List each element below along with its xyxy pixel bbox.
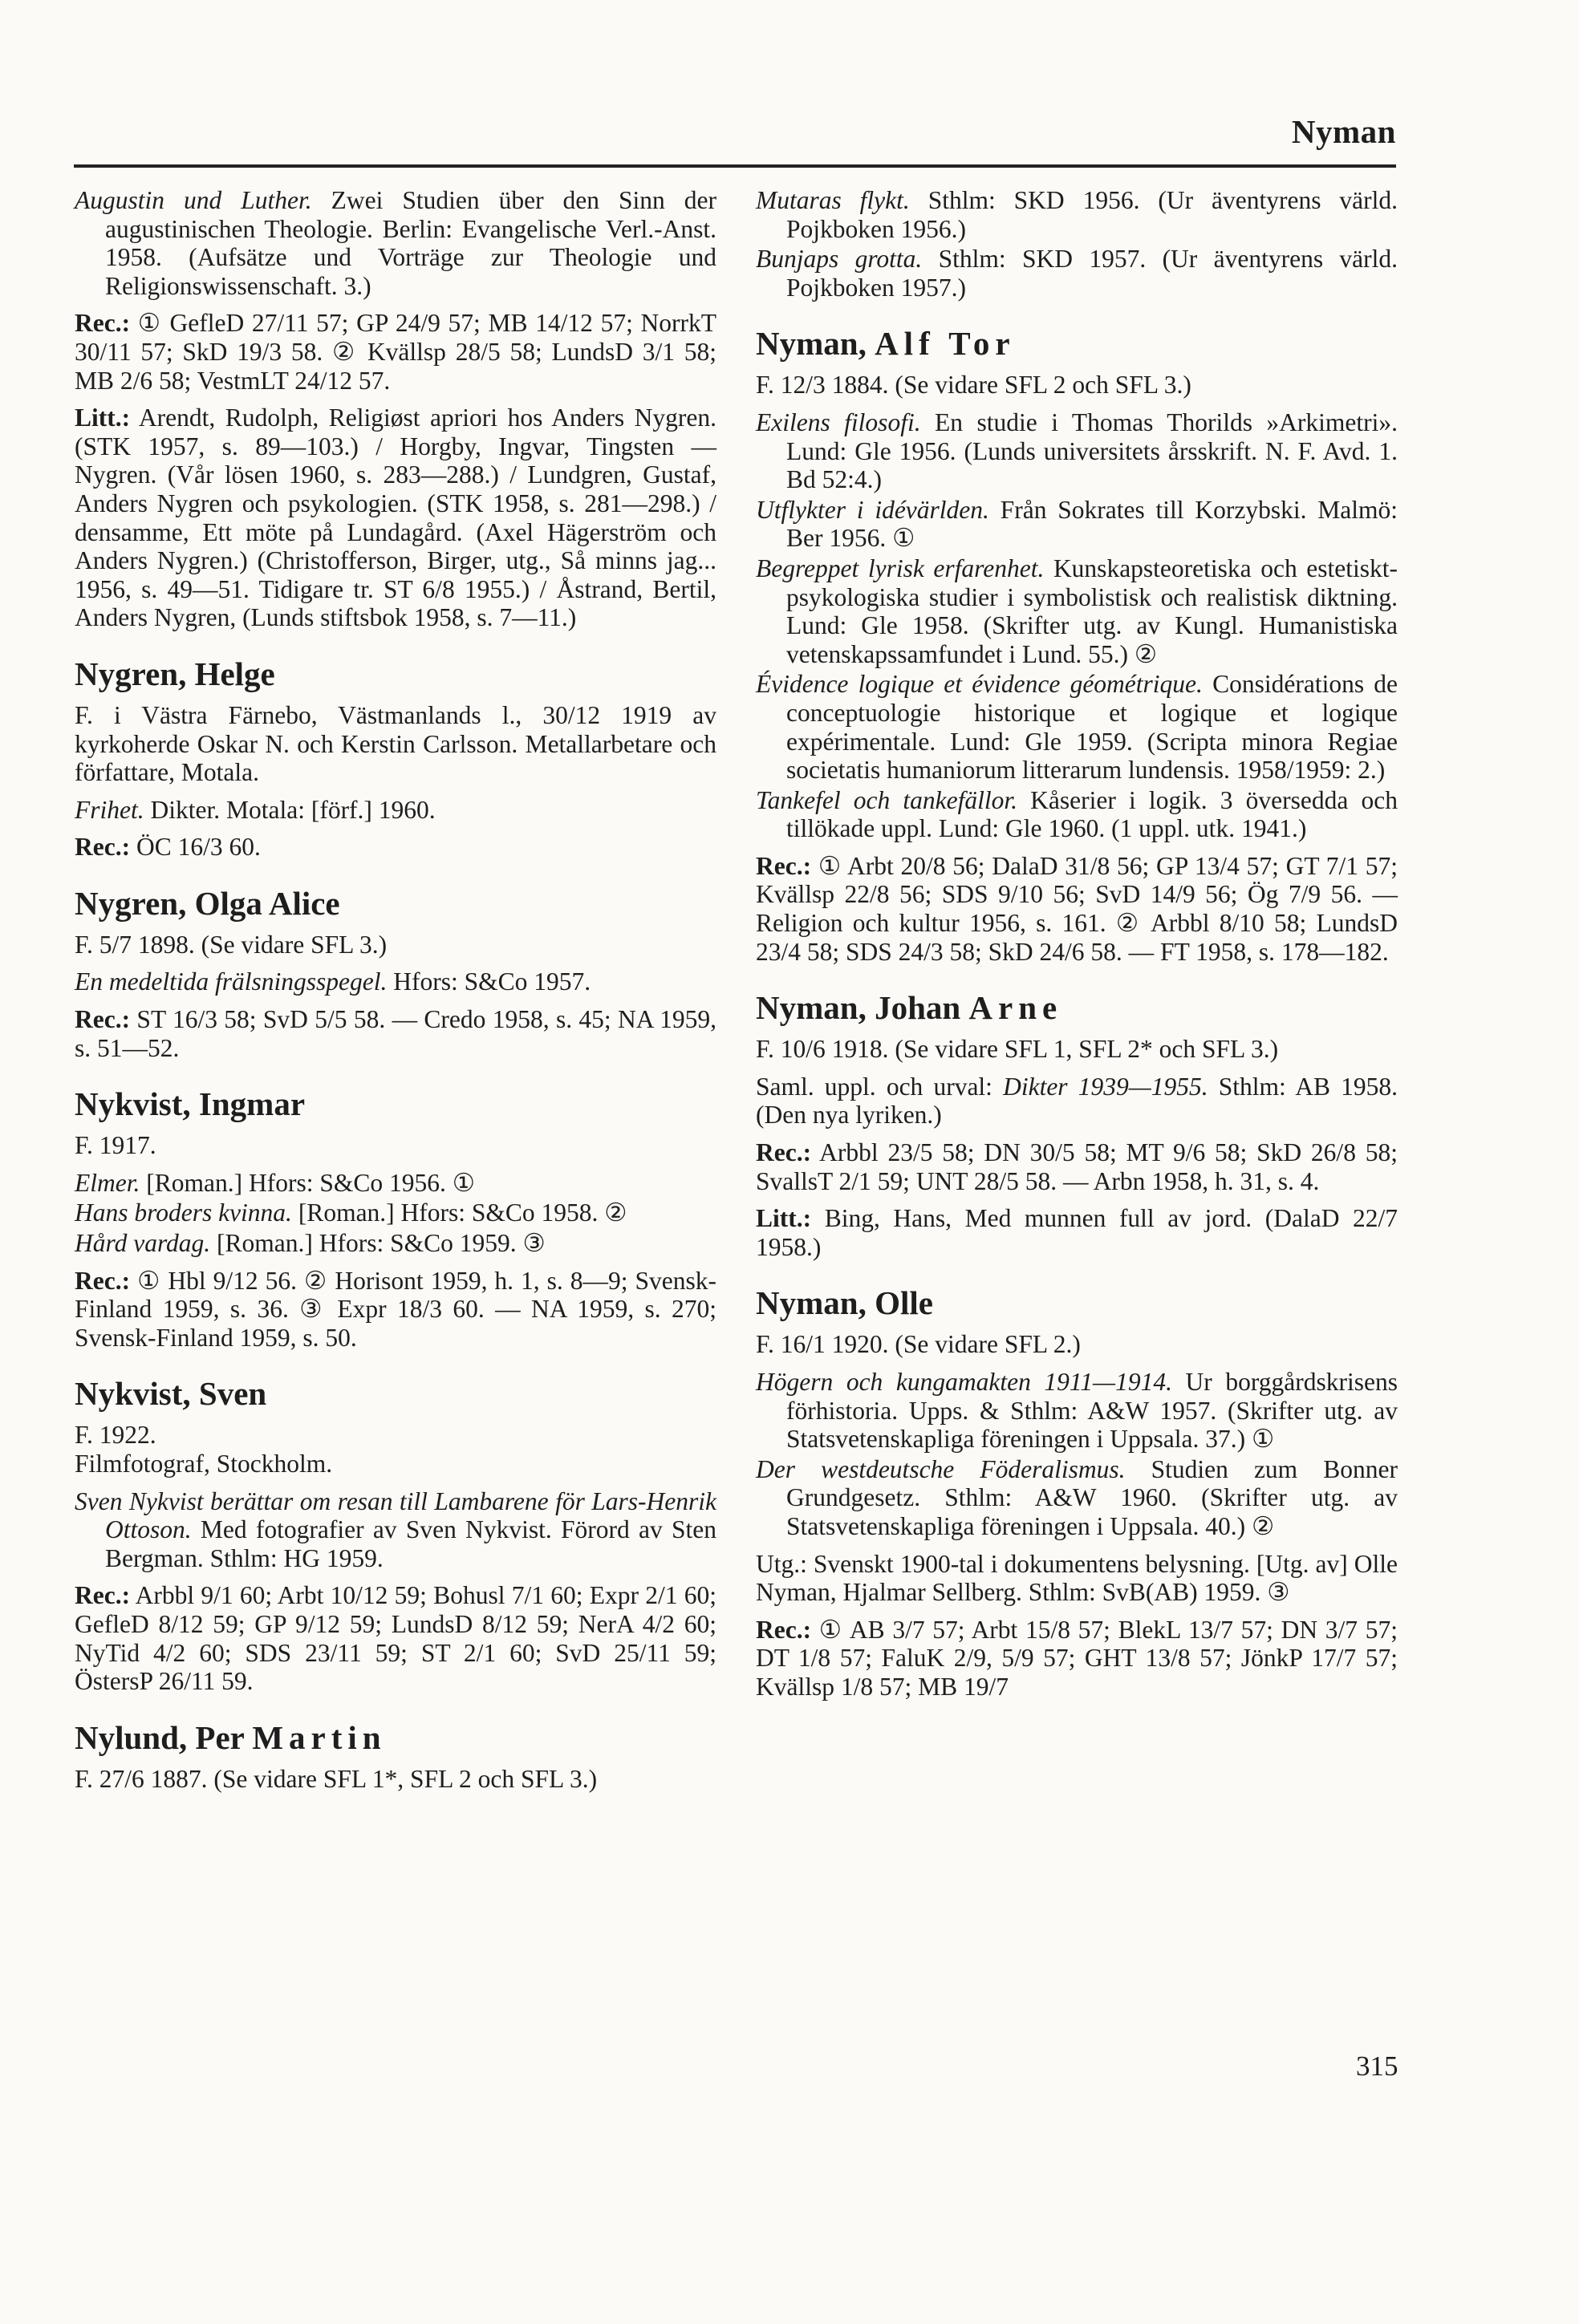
work-title: Évidence logique et évidence géométrique.: [756, 670, 1203, 699]
work-title: Hård vardag.: [75, 1229, 211, 1258]
work-title: Utflykter i idévärlden.: [756, 495, 989, 524]
litt-label: Litt.:: [75, 404, 131, 432]
work-entry: [756, 408, 1398, 494]
entry-bio: F. 10/6 1918. (Se vidare SFL 1, SFL 2* och SFL 3.): [756, 1035, 1279, 1064]
work-details: Sthlm: SKD 1957. (Ur äventyrens värld. Pojkboken 1957.): [786, 245, 1398, 302]
work-title: Mutaras flykt.: [756, 186, 910, 214]
entry-nygren-olga-alice: [75, 884, 716, 1062]
work-title: Begreppet lyrisk erfarenhet.: [756, 554, 1045, 582]
work-details: Med fotografier av Sven Nykvist. Förord av Sten Bergman. Sthlm: HG 1959.: [105, 1515, 717, 1572]
entry-nylund-per-martin: [75, 1718, 716, 1794]
work-details: Zwei Studien über den Sinn der augustinischen Theologie. Berlin: Evangelische Verl.-Anst. 1958. (Aufsätze und Vorträge zur Theologie und Religionswissenschaft. 3.): [105, 186, 717, 300]
work-entry: [75, 1199, 716, 1227]
work-details: Hfors: S&Co 1957.: [393, 967, 591, 996]
right-column: [756, 186, 1398, 1710]
heading-given-name: Arne: [968, 989, 1063, 1027]
work-title: Bunjaps grotta.: [756, 245, 923, 274]
entry-nykvist-sven: [75, 1374, 716, 1695]
entry-heading: Nygren, Olga Alice: [75, 884, 340, 922]
rec-text: ① Arbt 20/8 56; DalaD 31/8 56; GP 13/4 57; GT 7/1 57; Kvällsp 22/8 56; SDS 9/10 56; SvD 14/9 56; Ög 7/9 56. — Religion och kultur 1956, s. 161. ② Arbbl 8/10 58; LundsD 23/4 58; SDS 24/3 58; SkD 24/6 58. — FT 1958, s. 178—182.: [756, 851, 1398, 966]
rec-text: Arbbl 23/5 58; DN 30/5 58; MT 9/6 58; SkD 26/8 58; SvallsT 2/1 59; UNT 28/5 58. — Arbn 1958, h. 31, s. 4.: [756, 1138, 1398, 1195]
entry-bio: F. 1922.: [75, 1421, 156, 1450]
entry-occupation: Filmfotograf, Stockholm.: [75, 1450, 333, 1478]
entry-heading: Nygren, Helge: [75, 655, 275, 692]
rec-text: ① Hbl 9/12 56. ② Horisont 1959, h. 1, s. 8—9; Svensk-Finland 1959, s. 36. ③ Expr 18/3 60. — NA 1959, s. 270; Svensk-Finland 1959, s. 50.: [75, 1266, 717, 1352]
rec-label: Rec.:: [75, 1581, 131, 1610]
entry-bio: F. 1917.: [75, 1131, 156, 1160]
rec-text: ÖC 16/3 60.: [136, 833, 261, 862]
rec-label: Rec.:: [756, 1615, 812, 1644]
work-details: [Roman.] Hfors: S&Co 1958. ②: [298, 1199, 627, 1227]
review-list: [75, 833, 716, 862]
work-entry: [756, 670, 1398, 784]
entry-continued-nygren-anders: [75, 186, 716, 632]
literature-list: [756, 1204, 1398, 1261]
work-title: Hans broders kvinna.: [75, 1199, 292, 1227]
edited-works: Utg.: Svenskt 1900-tal i dokumentens belysning. [Utg. av] Olle Nyman, Hjalmar Sellberg. Sthlm: SvB(AB) 1959. ③: [756, 1549, 1398, 1607]
work-details: Ur borggårdskrisens förhistoria. Upps. & Sthlm: A&W 1957. (Skrifter utg. av Statsvetenskapliga föreningen i Uppsala. 37.) ①: [786, 1368, 1398, 1454]
entry-heading: Nykvist, Ingmar: [75, 1085, 306, 1123]
entry-nykvist-ingmar: [75, 1085, 716, 1352]
work-title: Exilens filosofi.: [756, 408, 921, 436]
review-list: [75, 309, 716, 395]
work-details: Considérations de conceptuologie historique et logique et logique expérimentale. Lund: Gle 1959. (Scripta minora Regiae societatis humaniorum litterarum lundensis. 1958/1959: 2.): [786, 670, 1398, 785]
rec-label: Rec.:: [75, 833, 131, 862]
entry-bio: F. 12/3 1884. (Se vidare SFL 2 och SFL 3.): [756, 371, 1191, 400]
work-title: En medeltida frälsningsspegel.: [75, 967, 388, 996]
work-entry: [756, 496, 1398, 553]
entry-nygren-helge: [75, 655, 716, 862]
work-details: Kåserier i logik. 3 översedda och tillökade uppl. Lund: Gle 1960. (1 uppl. utk. 1941.): [786, 785, 1398, 843]
work-entry: [756, 1368, 1398, 1454]
work-details: Dikter. Motala: [förf.] 1960.: [150, 795, 436, 824]
work-details: En studie i Thomas Thorilds »Arkimetri». Lund: Gle 1956. (Lunds universitets årsskrift. N. F. Avd. 1. Bd 52:4.): [786, 408, 1398, 494]
work-title: Der westdeutsche Föderalismus.: [756, 1454, 1126, 1483]
review-list: [756, 1616, 1398, 1701]
entry-heading: [75, 1718, 716, 1757]
entry-bio: F. 16/1 1920. (Se vidare SFL 2.): [756, 1330, 1081, 1359]
work-details: Studien zum Bonner Grundgesetz. Sthlm: A&W 1960. (Skrifter utg. av Statsvetenskapliga föreningen i Uppsala. 40.) ②: [786, 1454, 1398, 1540]
work-entry: [75, 1229, 716, 1258]
work-details: [Roman.] Hfors: S&Co 1956. ①: [146, 1168, 475, 1197]
work-details: Sthlm: SKD 1956. (Ur äventyrens värld. Pojkboken 1956.): [786, 186, 1398, 243]
work-entry: [756, 1455, 1398, 1541]
litt-label: Litt.:: [756, 1204, 812, 1233]
work-entry: [75, 1487, 716, 1573]
saml-prefix: Saml. uppl. och urval:: [756, 1072, 992, 1101]
collected-editions: [756, 1073, 1398, 1130]
entry-bio: F. 5/7 1898. (Se vidare SFL 3.): [75, 930, 388, 959]
work-title: Dikter 1939—1955.: [1003, 1072, 1208, 1101]
heading-given-name: Alf Tor: [875, 325, 1016, 363]
rec-label: Rec.:: [756, 851, 812, 880]
work-entry: [756, 554, 1398, 668]
entry-continued-nylund: [756, 186, 1398, 302]
review-list: [75, 1581, 716, 1695]
rec-label: Rec.:: [75, 1005, 131, 1034]
entry-bio: F. 27/6 1887. (Se vidare SFL 1*, SFL 2 och SFL 3.): [75, 1764, 598, 1793]
work-title: Högern och kungamakten 1911—1914.: [756, 1368, 1172, 1396]
work-entry: [75, 796, 716, 825]
left-column: [75, 186, 716, 1802]
entry-bio: F. i Västra Färnebo, Västmanlands l., 30/12 1919 av kyrkoherde Oskar N. och Kerstin Carlsson. Metallarbetare och författare, Motala.: [75, 700, 716, 787]
work-details: Från Sokrates till Korzybski. Malmö: Ber 1956. ①: [786, 495, 1398, 553]
entry-nyman-olle: [756, 1284, 1398, 1701]
work-entry: [75, 967, 716, 996]
page-number: 315: [1356, 2050, 1398, 2082]
entry-heading: Nykvist, Sven: [75, 1375, 267, 1413]
work-entry: [756, 786, 1398, 843]
entry-nyman-alf-tor: [756, 324, 1398, 966]
entry-heading: Nyman, Olle: [756, 1284, 933, 1322]
work-title: Sven Nykvist berättar om resan till Lambarene för Lars-Henrik Ottoson.: [75, 1486, 716, 1544]
work-details: Sthlm: AB 1958. (Den nya lyriken.): [756, 1072, 1398, 1130]
review-list: [75, 1005, 716, 1062]
review-list: [75, 1267, 716, 1353]
work-title: Tankefel och tankefällor.: [756, 785, 1017, 814]
entry-nyman-johan-arne: [756, 988, 1398, 1261]
heading-given-name: Martin: [252, 1718, 387, 1756]
work-title: Augustin und Luther.: [75, 186, 312, 214]
entry-heading: [756, 988, 1398, 1027]
rec-label: Rec.:: [75, 1266, 131, 1295]
work-details: Kunskapsteoretiska och estetiskt-psykologiska studier i symbolistisk och realistisk diktning. Lund: Gle 1958. (Skrifter utg. av Kungl. Humanistiska vetenskapssamfundet i Lund. 55.) ②: [786, 554, 1398, 668]
work-entry: [756, 186, 1398, 243]
heading-name: Nylund, Per: [75, 1718, 245, 1756]
heading-name: Nyman, Johan: [756, 989, 961, 1027]
heading-name: Nyman,: [756, 325, 867, 363]
work-details: [Roman.] Hfors: S&Co 1959. ③: [217, 1229, 546, 1258]
literature-list: [75, 404, 716, 632]
work-entry: [756, 245, 1398, 302]
review-list: [756, 852, 1398, 966]
work-entry: [75, 1169, 716, 1198]
entry-heading: [756, 324, 1398, 363]
litt-text: Bing, Hans, Med munnen full av jord. (DalaD 22/7 1958.): [756, 1204, 1398, 1261]
header-rule: [74, 164, 1396, 168]
rec-text: ① AB 3/7 57; Arbt 15/8 57; BlekL 13/7 57; DN 3/7 57; DT 1/8 57; FaluK 2/9, 5/9 57; GHT 13/8 57; JönkP 17/7 57; Kvällsp 1/8 57; MB 19/7: [756, 1615, 1398, 1701]
rec-text: ① GefleD 27/11 57; GP 24/9 57; MB 14/12 57; NorrkT 30/11 57; SkD 19/3 58. ② Kvällsp 28/5 58; LundsD 3/1 58; MB 2/6 58; VestmLT 24/12 57.: [75, 309, 716, 395]
review-list: [756, 1138, 1398, 1195]
running-head: Nyman: [1291, 113, 1396, 150]
rec-label: Rec.:: [75, 309, 131, 338]
work-title: Elmer.: [75, 1168, 140, 1197]
litt-text: Arendt, Rudolph, Religiøst apriori hos Anders Nygren. (STK 1957, s. 89—103.) / Horgby, Ingvar, Tingsten — Nygren. (Vår lösen 1960, s. 283—288.) / Lundgren, Gustaf, Anders Nygren och psykologien. (STK 1958, s. 281—298.) / densamme, Ett möte på Lundagård. (Axel Hägerström och Anders Nygren.) (Christofferson, Birger, utg., Så minns jag... 1956, s. 49—51. Tidigare tr. ST 6/8 1955.) / Åstrand, Bertil, Anders Nygren, (Lunds stiftsbok 1958, s. 7—11.): [75, 404, 716, 632]
rec-label: Rec.:: [756, 1138, 812, 1167]
rec-text: ST 16/3 58; SvD 5/5 58. — Credo 1958, s. 45; NA 1959, s. 51—52.: [75, 1005, 716, 1062]
work-title: Frihet.: [75, 795, 144, 824]
work-entry: [75, 186, 716, 300]
rec-text: Arbbl 9/1 60; Arbt 10/12 59; Bohusl 7/1 60; Expr 2/1 60; GefleD 8/12 59; GP 9/12 59; LundsD 8/12 59; NerA 4/2 60; NyTid 4/2 60; SDS 23/11 59; ST 2/1 60; SvD 25/11 59; ÖstersP 26/11 59.: [75, 1581, 716, 1696]
